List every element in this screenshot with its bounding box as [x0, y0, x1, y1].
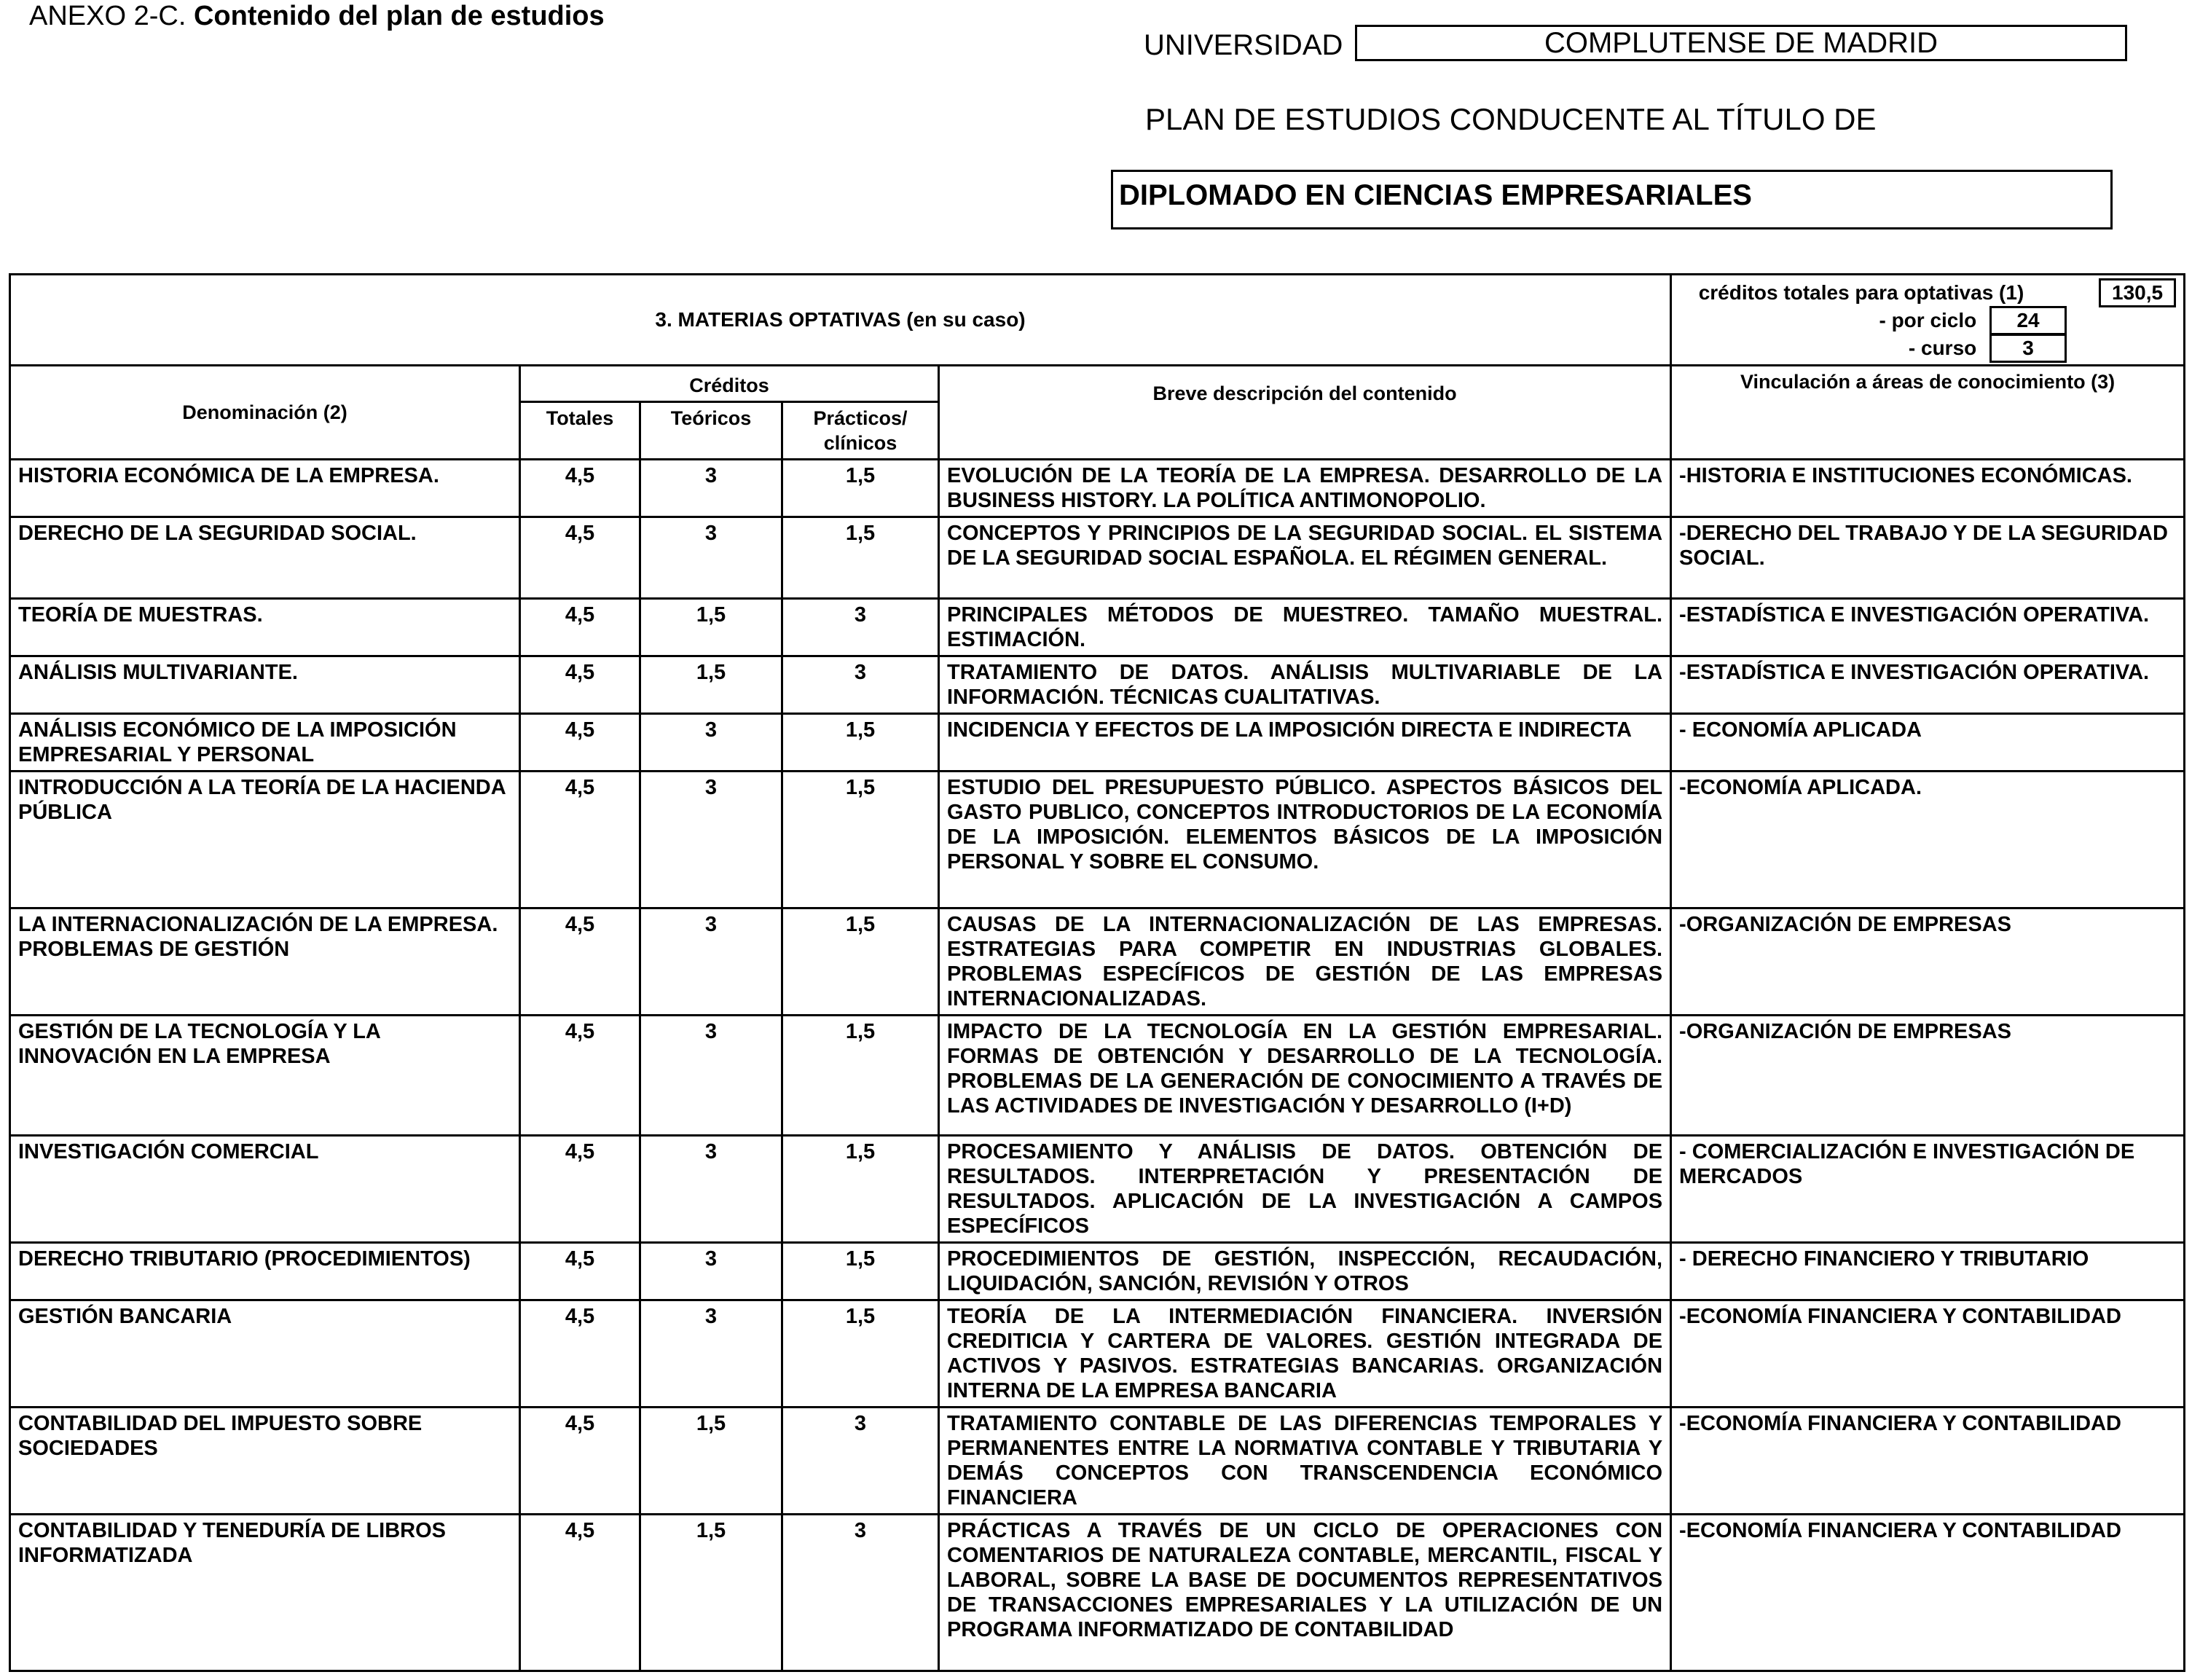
subject-name: INTRODUCCIÓN A LA TEORÍA DE LA HACIENDA PÚBLICA	[10, 772, 520, 908]
knowledge-area: -ESTADÍSTICA E INVESTIGACIÓN OPERATIVA.	[1671, 656, 2185, 714]
credits-theory: 3	[640, 714, 782, 772]
credits-practice: 1,5	[782, 517, 939, 599]
credits-total: 4,5	[520, 1016, 640, 1136]
subject-name: GESTIÓN BANCARIA	[10, 1300, 520, 1408]
table-row	[10, 714, 2185, 772]
credits-practice: 3	[782, 599, 939, 656]
table-row	[10, 1300, 2185, 1408]
knowledge-area: -ECONOMÍA APLICADA.	[1671, 772, 2185, 908]
credits-theory: 1,5	[640, 1408, 782, 1515]
subject-description: ESTUDIO DEL PRESUPUESTO PÚBLICO. ASPECTOS BÁSICOS DEL GASTO PUBLICO, CONCEPTOS INTRODUCTORIOS DE LA ECONOMÍA DE LA IMPOSICIÓN. ELEMENTOS BÁSICOS DE LA IMPOSICIÓN PERSONAL Y SOBRE EL CONSUMO.	[939, 772, 1671, 908]
knowledge-area: - COMERCIALIZACIÓN E INVESTIGACIÓN DE MERCADOS	[1671, 1136, 2185, 1243]
credits-practice: 1,5	[782, 1136, 939, 1243]
subject-description: CONCEPTOS Y PRINCIPIOS DE LA SEGURIDAD SOCIAL. EL SISTEMA DE LA SEGURIDAD SOCIAL ESPAÑOLA. EL RÉGIMEN GENERAL.	[939, 517, 1671, 599]
credits-theory: 3	[640, 908, 782, 1016]
knowledge-area: -DERECHO DEL TRABAJO Y DE LA SEGURIDAD SOCIAL.	[1671, 517, 2185, 599]
per-cycle-value: 24	[1989, 306, 2067, 335]
knowledge-area: -ECONOMÍA FINANCIERA Y CONTABILIDAD	[1671, 1408, 2185, 1515]
col-practicos: Prácticos/ clínicos	[782, 402, 939, 460]
degree-title-box: DIPLOMADO EN CIENCIAS EMPRESARIALES	[1111, 170, 2113, 229]
credits-theory: 3	[640, 1243, 782, 1300]
knowledge-area: -ORGANIZACIÓN DE EMPRESAS	[1671, 1016, 2185, 1136]
table-row	[10, 1515, 2185, 1671]
subject-description: TEORÍA DE LA INTERMEDIACIÓN FINANCIERA. INVERSIÓN CREDITICIA Y CARTERA DE VALORES. GESTIÓN INTEGRADA DE ACTIVOS Y PASIVOS. ESTRATEGIAS BANCARIAS. ORGANIZACIÓN INTERNA DE LA EMPRESA BANCARIA	[939, 1300, 1671, 1408]
subject-name: DERECHO DE LA SEGURIDAD SOCIAL.	[10, 517, 520, 599]
credits-practice: 1,5	[782, 1300, 939, 1408]
knowledge-area: -ORGANIZACIÓN DE EMPRESAS	[1671, 908, 2185, 1016]
credits-total: 4,5	[520, 1300, 640, 1408]
knowledge-area: -ECONOMÍA FINANCIERA Y CONTABILIDAD	[1671, 1300, 2185, 1408]
credits-theory: 3	[640, 517, 782, 599]
subject-description: TRATAMIENTO DE DATOS. ANÁLISIS MULTIVARIABLE DE LA INFORMACIÓN. TÉCNICAS CUALITATIVAS.	[939, 656, 1671, 714]
subject-description: TRATAMIENTO CONTABLE DE LAS DIFERENCIAS TEMPORALES Y PERMANENTES ENTRE LA NORMATIVA CONTABLE Y TRIBUTARIA Y DEMÁS CONCEPTOS CON TRANSCENDENCIA ECONÓMICO FINANCIERA	[939, 1408, 1671, 1515]
credits-total: 4,5	[520, 714, 640, 772]
credits-theory: 1,5	[640, 656, 782, 714]
table-row	[10, 1136, 2185, 1243]
credits-total: 4,5	[520, 1515, 640, 1671]
per-course-label: - curso	[1908, 337, 1977, 359]
col-creditos: Créditos	[520, 366, 939, 402]
credits-practice: 3	[782, 656, 939, 714]
credits-total: 4,5	[520, 656, 640, 714]
optional-subjects-table	[9, 273, 2185, 1672]
table-row	[10, 656, 2185, 714]
subject-description: PROCESAMIENTO Y ANÁLISIS DE DATOS. OBTENCIÓN DE RESULTADOS. INTERPRETACIÓN Y PRESENTACIÓN DE RESULTADOS. APLICACIÓN DE LA INVESTIGACIÓN A CAMPOS ESPECÍFICOS	[939, 1136, 1671, 1243]
table-row	[10, 517, 2185, 599]
annex-heading	[29, 0, 605, 32]
credits-practice: 1,5	[782, 460, 939, 517]
table-row	[10, 1408, 2185, 1515]
table-row	[10, 908, 2185, 1016]
credits-theory: 3	[640, 1300, 782, 1408]
section-title: 3. MATERIAS OPTATIVAS (en su caso)	[10, 275, 1671, 366]
col-denominacion: Denominación (2)	[10, 366, 520, 460]
table-row	[10, 772, 2185, 908]
table-row	[10, 1243, 2185, 1300]
annex-prefix: ANEXO 2-C.	[29, 1, 186, 31]
per-course-value: 3	[1989, 334, 2067, 363]
knowledge-area: - DERECHO FINANCIERO Y TRIBUTARIO	[1671, 1243, 2185, 1300]
subject-description: INCIDENCIA Y EFECTOS DE LA IMPOSICIÓN DIRECTA E INDIRECTA	[939, 714, 1671, 772]
subject-description: EVOLUCIÓN DE LA TEORÍA DE LA EMPRESA. DESARROLLO DE LA BUSINESS HISTORY. LA POLÍTICA ANTIMONOPOLIO.	[939, 460, 1671, 517]
subject-name: INVESTIGACIÓN COMERCIAL	[10, 1136, 520, 1243]
col-vinculacion: Vinculación a áreas de conocimiento (3)	[1671, 366, 2185, 460]
credits-total: 4,5	[520, 1243, 640, 1300]
table-row	[10, 1016, 2185, 1136]
credits-theory: 3	[640, 460, 782, 517]
table-row	[10, 460, 2185, 517]
credits-theory: 3	[640, 1016, 782, 1136]
subject-name: DERECHO TRIBUTARIO (PROCEDIMIENTOS)	[10, 1243, 520, 1300]
credits-total: 4,5	[520, 1136, 640, 1243]
knowledge-area: -ESTADÍSTICA E INVESTIGACIÓN OPERATIVA.	[1671, 599, 2185, 656]
subject-name: GESTIÓN DE LA TECNOLOGÍA Y LA INNOVACIÓN EN LA EMPRESA	[10, 1016, 520, 1136]
plan-title: PLAN DE ESTUDIOS CONDUCENTE AL TÍTULO DE	[1145, 102, 1877, 136]
university-label: UNIVERSIDAD	[1144, 29, 1343, 61]
credits-total: 4,5	[520, 599, 640, 656]
subject-name: TEORÍA DE MUESTRAS.	[10, 599, 520, 656]
subject-name: CONTABILIDAD DEL IMPUESTO SOBRE SOCIEDADES	[10, 1408, 520, 1515]
annex-title: Contenido del plan de estudios	[193, 1, 605, 31]
credits-practice: 1,5	[782, 1016, 939, 1136]
col-totales: Totales	[520, 402, 640, 460]
subject-description: PRÁCTICAS A TRAVÉS DE UN CICLO DE OPERACIONES CON COMENTARIOS DE NATURALEZA CONTABLE, MERCANTIL, FISCAL Y LABORAL, SOBRE LA BASE DE DOCUMENTOS REPRESENTATIVOS DE TRANSACCIONES EMPRESARIALES Y LA UTILIZACIÓN DE UN PROGRAMA INFORMATIZADO DE CONTABILIDAD	[939, 1515, 1671, 1671]
credits-total-value: 130,5	[2099, 278, 2176, 307]
subject-name: CONTABILIDAD Y TENEDURÍA DE LIBROS INFORMATIZADA	[10, 1515, 520, 1671]
credits-total: 4,5	[520, 460, 640, 517]
table-row	[10, 599, 2185, 656]
col-descripcion: Breve descripción del contenido	[939, 366, 1671, 460]
credits-practice: 1,5	[782, 714, 939, 772]
credits-total-label: créditos totales para optativas (1)	[1698, 281, 2024, 304]
credits-practice: 1,5	[782, 908, 939, 1016]
subject-name: ANÁLISIS MULTIVARIANTE.	[10, 656, 520, 714]
subject-description: CAUSAS DE LA INTERNACIONALIZACIÓN DE LAS EMPRESAS. ESTRATEGIAS PARA COMPETIR EN INDUSTRIAS GLOBALES. PROBLEMAS ESPECÍFICOS DE GESTIÓN DE LAS EMPRESAS INTERNACIONALIZADAS.	[939, 908, 1671, 1016]
subject-name: ANÁLISIS ECONÓMICO DE LA IMPOSICIÓN EMPRESARIAL Y PERSONAL	[10, 714, 520, 772]
credits-total: 4,5	[520, 772, 640, 908]
knowledge-area: -HISTORIA E INSTITUCIONES ECONÓMICAS.	[1671, 460, 2185, 517]
credits-practice: 1,5	[782, 772, 939, 908]
per-cycle-label: - por ciclo	[1879, 309, 1977, 331]
credits-practice: 3	[782, 1515, 939, 1671]
subject-name: LA INTERNACIONALIZACIÓN DE LA EMPRESA. PROBLEMAS DE GESTIÓN	[10, 908, 520, 1016]
credits-total: 4,5	[520, 517, 640, 599]
subject-description: IMPACTO DE LA TECNOLOGÍA EN LA GESTIÓN EMPRESARIAL. FORMAS DE OBTENCIÓN Y DESARROLLO DE LA TECNOLOGÍA. PROBLEMAS DE LA GENERACIÓN DE CONOCIMIENTO A TRAVÉS DE LAS ACTIVIDADES DE INVESTIGACIÓN Y DESARROLLO (I+D)	[939, 1016, 1671, 1136]
credits-practice: 3	[782, 1408, 939, 1515]
subject-description: PRINCIPALES MÉTODOS DE MUESTREO. TAMAÑO MUESTRAL. ESTIMACIÓN.	[939, 599, 1671, 656]
university-name-box: COMPLUTENSE DE MADRID	[1355, 25, 2127, 61]
knowledge-area: -ECONOMÍA FINANCIERA Y CONTABILIDAD	[1671, 1515, 2185, 1671]
credits-theory: 1,5	[640, 599, 782, 656]
credits-total: 4,5	[520, 908, 640, 1016]
subject-description: PROCEDIMIENTOS DE GESTIÓN, INSPECCIÓN, RECAUDACIÓN, LIQUIDACIÓN, SANCIÓN, REVISIÓN Y OTROS	[939, 1243, 1671, 1300]
credits-theory: 3	[640, 772, 782, 908]
knowledge-area: - ECONOMÍA APLICADA	[1671, 714, 2185, 772]
credits-total: 4,5	[520, 1408, 640, 1515]
credits-theory: 3	[640, 1136, 782, 1243]
col-teoricos: Teóricos	[640, 402, 782, 460]
credits-practice: 1,5	[782, 1243, 939, 1300]
credits-theory: 1,5	[640, 1515, 782, 1671]
subject-name: HISTORIA ECONÓMICA DE LA EMPRESA.	[10, 460, 520, 517]
optional-credits-summary	[1671, 275, 2185, 366]
